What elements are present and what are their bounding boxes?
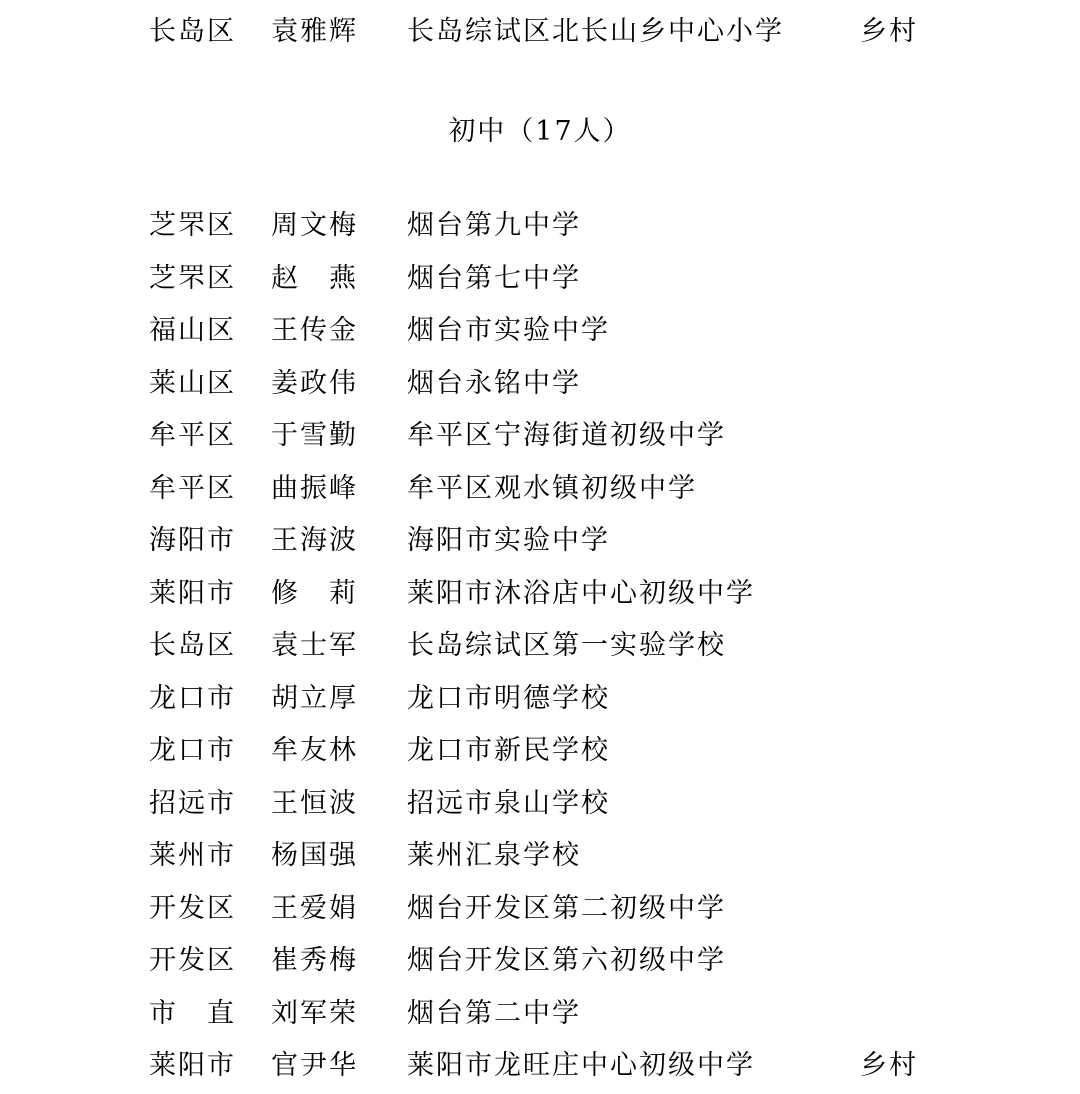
list-row [0,574,1080,614]
list-row [0,941,1080,981]
school-cell: 龙口市明德学校 [407,683,610,714]
name-cell: 曲振峰 [271,473,358,504]
list-row [0,416,1080,456]
list-row [0,364,1080,404]
school-cell: 烟台第七中学 [407,263,581,294]
school-cell: 长岛综试区第一实验学校 [407,630,726,661]
list-row [0,626,1080,666]
name-cell: 王恒波 [271,788,358,819]
section-heading: 初中（17人） [448,116,632,147]
list-row [0,1046,1080,1086]
name-cell: 杨国强 [271,840,358,871]
list-row-top [0,12,1080,52]
district-cell: 海阳市 [149,525,236,556]
school-cell: 海阳市实验中学 [407,525,610,556]
school-cell: 牟平区观水镇初级中学 [407,473,697,504]
name-cell: 姜政伟 [271,368,358,399]
list-row [0,731,1080,771]
school-cell: 牟平区宁海街道初级中学 [407,420,726,451]
school-cell: 莱阳市沐浴店中心初级中学 [407,578,755,609]
district-cell: 长岛区 [149,630,236,661]
list-row [0,469,1080,509]
list-row [0,259,1080,299]
district-cell: 莱阳市 [149,1050,236,1081]
name-cell: 袁士军 [271,630,358,661]
district-cell: 招远市 [149,788,236,819]
category-tag: 乡村 [860,16,918,47]
school-cell: 烟台开发区第二初级中学 [407,893,726,924]
category-tag: 乡村 [860,1050,918,1081]
school-cell: 烟台开发区第六初级中学 [407,945,726,976]
school-cell: 招远市泉山学校 [407,788,610,819]
name-cell: 崔秀梅 [271,945,358,976]
district-cell: 开发区 [149,893,236,924]
name-cell: 王海波 [271,525,358,556]
list-row [0,311,1080,351]
district-cell: 福山区 [149,315,236,346]
district-cell: 莱山区 [149,368,236,399]
district-cell: 莱阳市 [149,578,236,609]
name-cell: 刘军荣 [271,998,358,1029]
district-cell: 市 直 [149,998,236,1029]
school-cell: 烟台市实验中学 [407,315,610,346]
school-cell: 长岛综试区北长山乡中心小学 [407,16,784,47]
school-cell: 莱州汇泉学校 [407,840,581,871]
district-cell: 莱州市 [149,840,236,871]
name-cell: 周文梅 [271,210,358,241]
list-row [0,889,1080,929]
name-cell: 牟友林 [271,735,358,766]
list-row [0,994,1080,1034]
district-cell: 牟平区 [149,473,236,504]
school-cell: 烟台第二中学 [407,998,581,1029]
district-cell: 长岛区 [149,16,236,47]
school-cell: 烟台永铭中学 [407,368,581,399]
list-row [0,836,1080,876]
district-cell: 芝罘区 [149,210,236,241]
school-cell: 莱阳市龙旺庄中心初级中学 [407,1050,755,1081]
name-cell: 官尹华 [271,1050,358,1081]
list-row [0,521,1080,561]
district-cell: 开发区 [149,945,236,976]
district-cell: 芝罘区 [149,263,236,294]
name-cell: 于雪勤 [271,420,358,451]
list-row [0,679,1080,719]
name-cell: 胡立厚 [271,683,358,714]
school-cell: 烟台第九中学 [407,210,581,241]
list-row [0,206,1080,246]
name-cell: 修 莉 [271,578,358,609]
name-cell: 王爱娟 [271,893,358,924]
name-cell: 赵 燕 [271,263,358,294]
district-cell: 龙口市 [149,683,236,714]
district-cell: 牟平区 [149,420,236,451]
school-cell: 龙口市新民学校 [407,735,610,766]
name-cell: 袁雅辉 [271,16,358,47]
list-row [0,784,1080,824]
district-cell: 龙口市 [149,735,236,766]
name-cell: 王传金 [271,315,358,346]
